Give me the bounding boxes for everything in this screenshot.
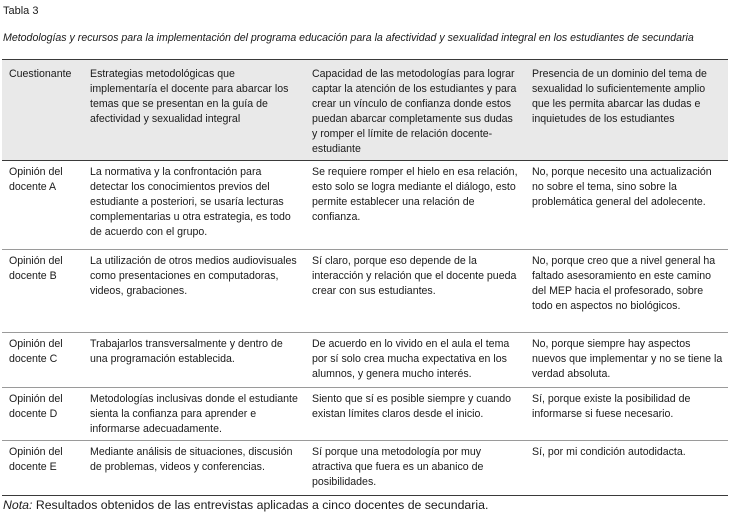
table-label: Tabla 3 [3,5,39,17]
table-header [2,60,728,161]
table-cell: Se requiere romper el hielo en esa relación, esto solo se logra mediante el diálogo, esto permite establecer una relación de confianza. [304,161,524,250]
row-label-cell: Opinión del docente D [2,388,82,441]
table-cell: No, porque creo que a nivel general ha faltado asesoramiento en este camino del MEP hacia el profesorado, sobre todo en aspectos no biológicos. [524,250,728,333]
header-cell-cuestionante: Cuestionante [2,60,82,161]
table-row [2,441,728,496]
header-cell-capacidad: Capacidad de las metodologías para lograr captar la atención de los estudiantes y para crear un vínculo de confianza donde estos puedan abarcar completamente sus dudas y romper el límite de relación docente-estudiante [304,60,524,161]
table-body [2,161,728,496]
table-note [3,497,488,513]
table-cell: La utilización de otros medios audiovisuales como presentaciones en computadoras, videos, grabaciones. [82,250,304,333]
row-label-cell: Opinión del docente B [2,250,82,333]
note-label: Nota: [3,498,33,512]
table-cell: Sí, porque existe la posibilidad de informarse si fuese necesario. [524,388,728,441]
table-caption: Metodologías y recursos para la implementación del programa educación para la afectividad y sexualidad integral en los estudiantes de secundaria [3,32,694,44]
table-cell: Metodologías inclusivas donde el estudiante sienta la confianza para aprender e informarse adecuadamente. [82,388,304,441]
row-label-cell: Opinión del docente A [2,161,82,250]
table-cell: Trabajarlos transversalmente y dentro de una programación establecida. [82,333,304,388]
note-text: Resultados obtenidos de las entrevistas aplicadas a cinco docentes de secundaria. [32,498,489,512]
table-cell: Sí porque una metodología por muy atractiva que fuera es un abanico de posibilidades. [304,441,524,496]
header-row [2,60,728,161]
table-row [2,388,728,441]
methodologies-table [2,59,728,496]
table-cell: La normativa y la confrontación para detectar los conocimientos previos del estudiante a posteriori, se usaría lecturas complementarias u otra estrategia, es todo de acuerdo con el grupo. [82,161,304,250]
header-cell-dominio: Presencia de un dominio del tema de sexualidad lo suficientemente amplio que les permita abarcar las dudas e inquietudes de los estudiantes [524,60,728,161]
table-cell: Sí, por mi condición autodidacta. [524,441,728,496]
row-label-cell: Opinión del docente E [2,441,82,496]
row-label-cell: Opinión del docente C [2,333,82,388]
table-cell: De acuerdo en lo vivido en el aula el tema por sí solo crea mucha expectativa en los alumnos, y genera mucho interés. [304,333,524,388]
table-cell: No, porque siempre hay aspectos nuevos que implementar y no se tiene la verdad absoluta. [524,333,728,388]
table-row [2,161,728,250]
table-row [2,250,728,333]
table-cell: No, porque necesito una actualización no sobre el tema, sino sobre la problemática general del adolecente. [524,161,728,250]
table-cell: Sí claro, porque eso depende de la interacción y relación que el docente pueda crear con sus estudiantes. [304,250,524,333]
header-cell-estrategias: Estrategias metodológicas que implementaría el docente para abarcar los temas que se presentan en la guía de afectividad y sexualidad integral [82,60,304,161]
table-row [2,333,728,388]
table-cell: Mediante análisis de situaciones, discusión de problemas, videos y conferencias. [82,441,304,496]
table-cell: Siento que sí es posible siempre y cuando existan límites claros desde el inicio. [304,388,524,441]
